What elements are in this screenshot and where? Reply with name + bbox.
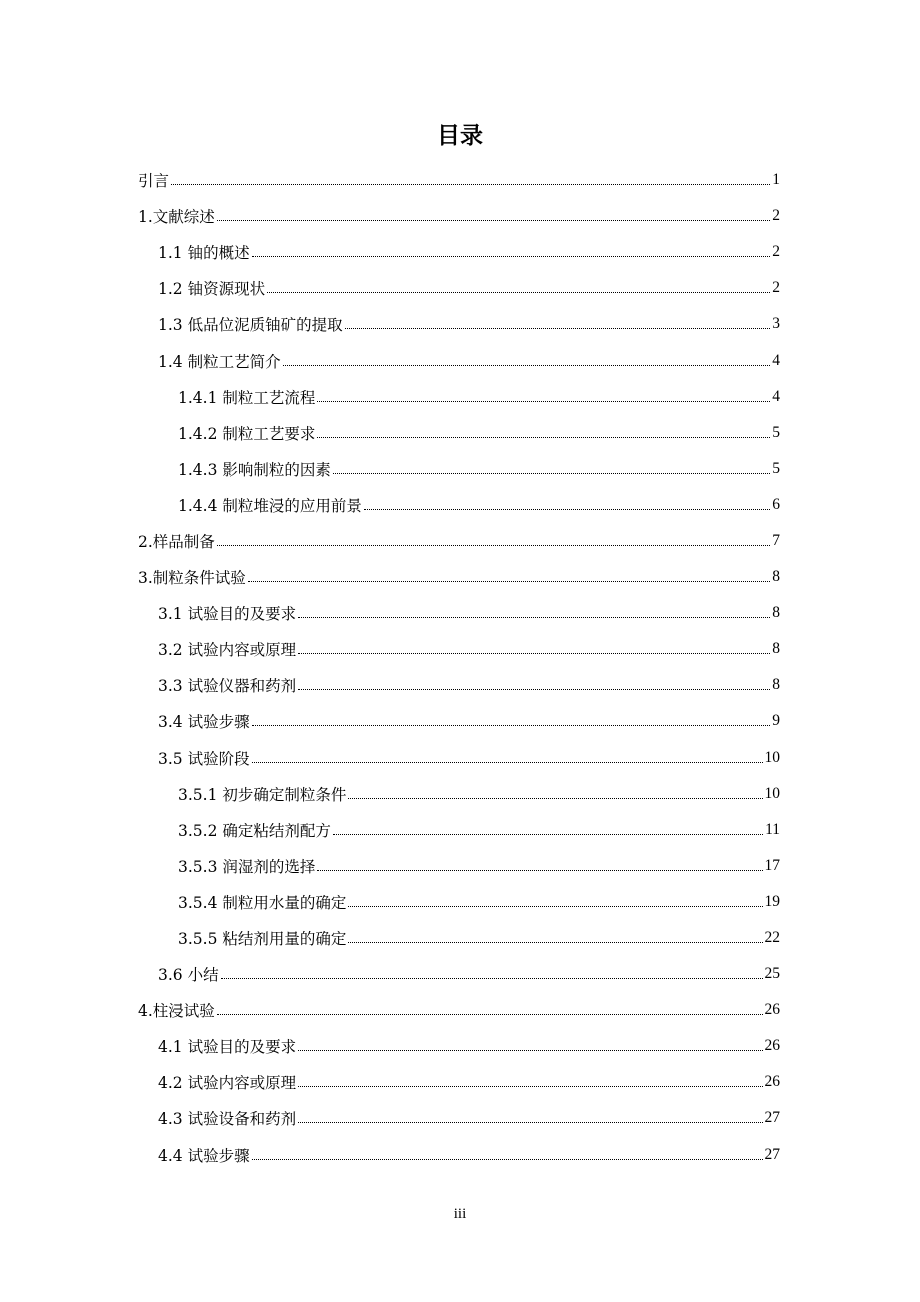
toc-entry-page: 22 bbox=[764, 929, 780, 947]
dot-leader bbox=[252, 761, 763, 763]
toc-entry-label: 3.3 试验仪器和药剂 bbox=[158, 677, 297, 696]
toc-entry-page: 26 bbox=[764, 1037, 780, 1055]
dot-leader bbox=[217, 544, 770, 546]
toc-entry[interactable] bbox=[138, 379, 780, 415]
toc-entry-label: 1.文献综述 bbox=[138, 208, 215, 227]
toc-entry-page: 1 bbox=[772, 171, 780, 189]
toc-entry-page: 8 bbox=[772, 568, 780, 586]
toc-entry-page: 26 bbox=[764, 1073, 780, 1091]
toc-entry-label: 1.4.1 制粒工艺流程 bbox=[178, 388, 316, 407]
toc-entry-page: 19 bbox=[764, 892, 780, 910]
toc-entry[interactable] bbox=[138, 451, 780, 487]
toc-entry-label: 4.3 试验设备和药剂 bbox=[158, 1110, 297, 1129]
toc-entry[interactable] bbox=[138, 234, 780, 270]
toc-entry-page: 25 bbox=[764, 965, 780, 983]
toc-entry-label: 1.1 铀的概述 bbox=[158, 244, 250, 263]
dot-leader bbox=[317, 869, 762, 871]
toc-entry-label: 3.2 试验内容或原理 bbox=[158, 641, 297, 660]
toc-entry[interactable] bbox=[138, 631, 780, 667]
toc-entry-label: 3.5.2 确定粘结剂配方 bbox=[178, 821, 331, 840]
toc-entry-page: 8 bbox=[772, 640, 780, 658]
toc-entry-label: 1.3 低品位泥质铀矿的提取 bbox=[158, 316, 343, 335]
dot-leader bbox=[345, 327, 771, 329]
dot-leader bbox=[267, 291, 770, 293]
page-title: 目录 bbox=[437, 123, 483, 149]
toc-entry-page: 2 bbox=[772, 279, 780, 297]
toc-entry-page: 10 bbox=[764, 784, 780, 802]
toc-entry[interactable] bbox=[138, 920, 780, 956]
table-of-contents bbox=[138, 162, 780, 1173]
dot-leader bbox=[333, 472, 770, 474]
toc-entry[interactable] bbox=[138, 162, 780, 198]
toc-entry[interactable] bbox=[138, 848, 780, 884]
toc-entry[interactable] bbox=[138, 270, 780, 306]
dot-leader bbox=[171, 183, 770, 185]
toc-entry-label: 3.1 试验目的及要求 bbox=[158, 605, 297, 624]
toc-entry-page: 27 bbox=[764, 1145, 780, 1163]
toc-entry[interactable] bbox=[138, 956, 780, 992]
page-number: iii bbox=[453, 1206, 467, 1222]
dot-leader bbox=[252, 1158, 763, 1160]
toc-entry-page: 17 bbox=[764, 856, 780, 874]
toc-entry[interactable] bbox=[138, 1137, 780, 1173]
toc-entry-label: 3.5.4 制粒用水量的确定 bbox=[178, 893, 347, 912]
toc-entry-label: 3.4 试验步骤 bbox=[158, 713, 250, 732]
dot-leader bbox=[217, 1013, 763, 1015]
toc-entry-page: 10 bbox=[764, 748, 780, 766]
toc-entry[interactable] bbox=[138, 559, 780, 595]
dot-leader bbox=[252, 255, 771, 257]
toc-entry-page: 2 bbox=[772, 207, 780, 225]
toc-entry[interactable] bbox=[138, 198, 780, 234]
toc-entry-label: 1.4 制粒工艺简介 bbox=[158, 352, 281, 371]
toc-entry[interactable] bbox=[138, 740, 780, 776]
toc-entry-page: 8 bbox=[772, 604, 780, 622]
dot-leader bbox=[348, 797, 762, 799]
toc-entry-page: 8 bbox=[772, 676, 780, 694]
dot-leader bbox=[364, 508, 770, 510]
dot-leader bbox=[298, 616, 770, 618]
toc-entry-page: 5 bbox=[772, 423, 780, 441]
toc-entry[interactable] bbox=[138, 306, 780, 342]
toc-entry[interactable] bbox=[138, 1064, 780, 1100]
toc-entry-label: 1.2 铀资源现状 bbox=[158, 280, 266, 299]
toc-entry[interactable] bbox=[138, 523, 780, 559]
toc-entry-label: 3.5.5 粘结剂用量的确定 bbox=[178, 930, 347, 949]
toc-entry[interactable] bbox=[138, 1028, 780, 1064]
toc-entry-label: 3.制粒条件试验 bbox=[138, 569, 246, 588]
toc-entry-label: 2.样品制备 bbox=[138, 532, 215, 551]
toc-entry[interactable] bbox=[138, 884, 780, 920]
dot-leader bbox=[298, 1085, 762, 1087]
dot-leader bbox=[248, 580, 770, 582]
dot-leader bbox=[252, 724, 771, 726]
toc-entry-label: 1.4.2 制粒工艺要求 bbox=[178, 424, 316, 443]
toc-entry-page: 11 bbox=[765, 820, 780, 838]
toc-entry-page: 27 bbox=[764, 1109, 780, 1127]
toc-entry-label: 4.2 试验内容或原理 bbox=[158, 1074, 297, 1093]
toc-entry-page: 3 bbox=[772, 315, 780, 333]
dot-leader bbox=[317, 400, 770, 402]
toc-entry[interactable] bbox=[138, 487, 780, 523]
toc-entry-label: 1.4.4 制粒堆浸的应用前景 bbox=[178, 496, 362, 515]
toc-entry-label: 4.1 试验目的及要求 bbox=[158, 1038, 297, 1057]
dot-leader bbox=[298, 688, 770, 690]
dot-leader bbox=[348, 905, 762, 907]
dot-leader bbox=[317, 436, 770, 438]
toc-entry[interactable] bbox=[138, 812, 780, 848]
toc-entry-page: 7 bbox=[772, 531, 780, 549]
toc-entry-label: 3.5.1 初步确定制粒条件 bbox=[178, 785, 347, 804]
dot-leader bbox=[333, 833, 763, 835]
toc-entry[interactable] bbox=[138, 667, 780, 703]
toc-entry-label: 3.5 试验阶段 bbox=[158, 749, 250, 768]
toc-entry[interactable] bbox=[138, 1100, 780, 1136]
toc-entry-label: 3.5.3 润湿剂的选择 bbox=[178, 857, 316, 876]
toc-entry-page: 4 bbox=[772, 351, 780, 369]
toc-entry-page: 4 bbox=[772, 387, 780, 405]
toc-entry[interactable] bbox=[138, 415, 780, 451]
toc-entry-label: 4.柱浸试验 bbox=[138, 1002, 215, 1021]
dot-leader bbox=[298, 652, 770, 654]
toc-entry-page: 26 bbox=[764, 1001, 780, 1019]
toc-entry-label: 引言 bbox=[138, 172, 170, 191]
toc-entry[interactable] bbox=[138, 342, 780, 378]
toc-entry[interactable] bbox=[138, 703, 780, 739]
dot-leader bbox=[298, 1121, 762, 1123]
dot-leader bbox=[348, 941, 762, 943]
toc-entry-page: 9 bbox=[772, 712, 780, 730]
toc-entry-page: 6 bbox=[772, 495, 780, 513]
dot-leader bbox=[221, 977, 763, 979]
dot-leader bbox=[217, 219, 770, 221]
toc-entry-label: 3.6 小结 bbox=[158, 966, 219, 985]
toc-entry[interactable] bbox=[138, 595, 780, 631]
toc-entry-label: 1.4.3 影响制粒的因素 bbox=[178, 460, 331, 479]
dot-leader bbox=[283, 364, 771, 366]
toc-entry-label: 4.4 试验步骤 bbox=[158, 1146, 250, 1165]
dot-leader bbox=[298, 1049, 762, 1051]
toc-entry[interactable] bbox=[138, 992, 780, 1028]
toc-entry-page: 5 bbox=[772, 459, 780, 477]
toc-entry-page: 2 bbox=[772, 243, 780, 261]
toc-entry[interactable] bbox=[138, 776, 780, 812]
